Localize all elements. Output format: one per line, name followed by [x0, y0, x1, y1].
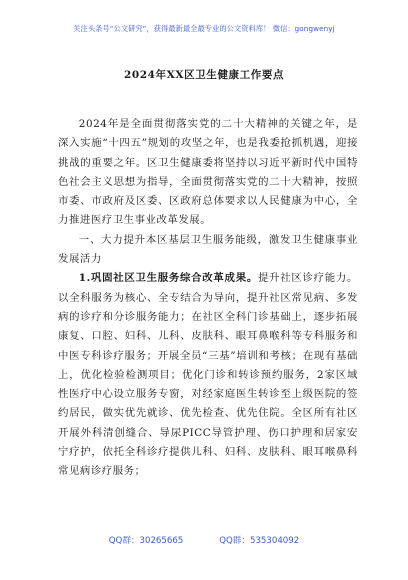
document-body — [58, 115, 358, 482]
promo-banner: 关注头条号“公文研究”，获得最新最全最专业的公文资料库！ 微信：gongwenyj — [73, 24, 335, 33]
item-paragraph — [58, 269, 358, 481]
footer-contacts — [0, 534, 408, 546]
qq-group-2: QQ群：535304092 — [219, 536, 300, 546]
qq-group-1: QQ群：30265665 — [108, 536, 184, 546]
item-body-text: 提升社区诊疗能力。以全科服务为核心、全专结合为导向，提升社区常见病、多发病的诊疗和分诊服务能力；在社区全科门诊基础上，逐步拓展康复、口腔、妇科、儿科、皮肤科、眼耳鼻喉科等专科服务和中医专科诊疗服务；开展全员“三基”培训和考核；在现有基础上，优化检验检测项目；优化门诊和转诊预约服务，2家区域性医疗中心设立服务专窗，对经家庭医生转诊至上级医院的签约居民，做实优先就诊、优先检查、优先住院。全区所有社区开展外科清创缝合、导尿PICC导管护理、伤口护理和居家安宁疗护，依托全科诊疗提供儿科、妇科、皮肤科、眼耳喉鼻科常见病诊疗服务； — [58, 272, 358, 478]
document-title: 2024年XX区卫生健康工作要点 — [123, 69, 285, 81]
intro-paragraph: 2024年是全面贯彻落实党的二十大精神的关键之年，是深入实施“十四五”规划的攻坚之年，也是我委抢抓机遇，迎接挑战的重要之年。区卫生健康委将坚持以习近平新时代中国特色社会主义思想为指导，全面贯彻落实党的二十大精神，按照市委、市政府及区委、区政府总体要求以人民健康为中心，全力推进医疗卫生事业改革发展。 — [58, 118, 358, 227]
item-subheading: 1.巩固社区卫生服务综合改革成果。 — [78, 272, 258, 285]
section-heading: 一、大力提升本区基层卫生服务能级，激发卫生健康事业发展活力 — [58, 233, 358, 266]
